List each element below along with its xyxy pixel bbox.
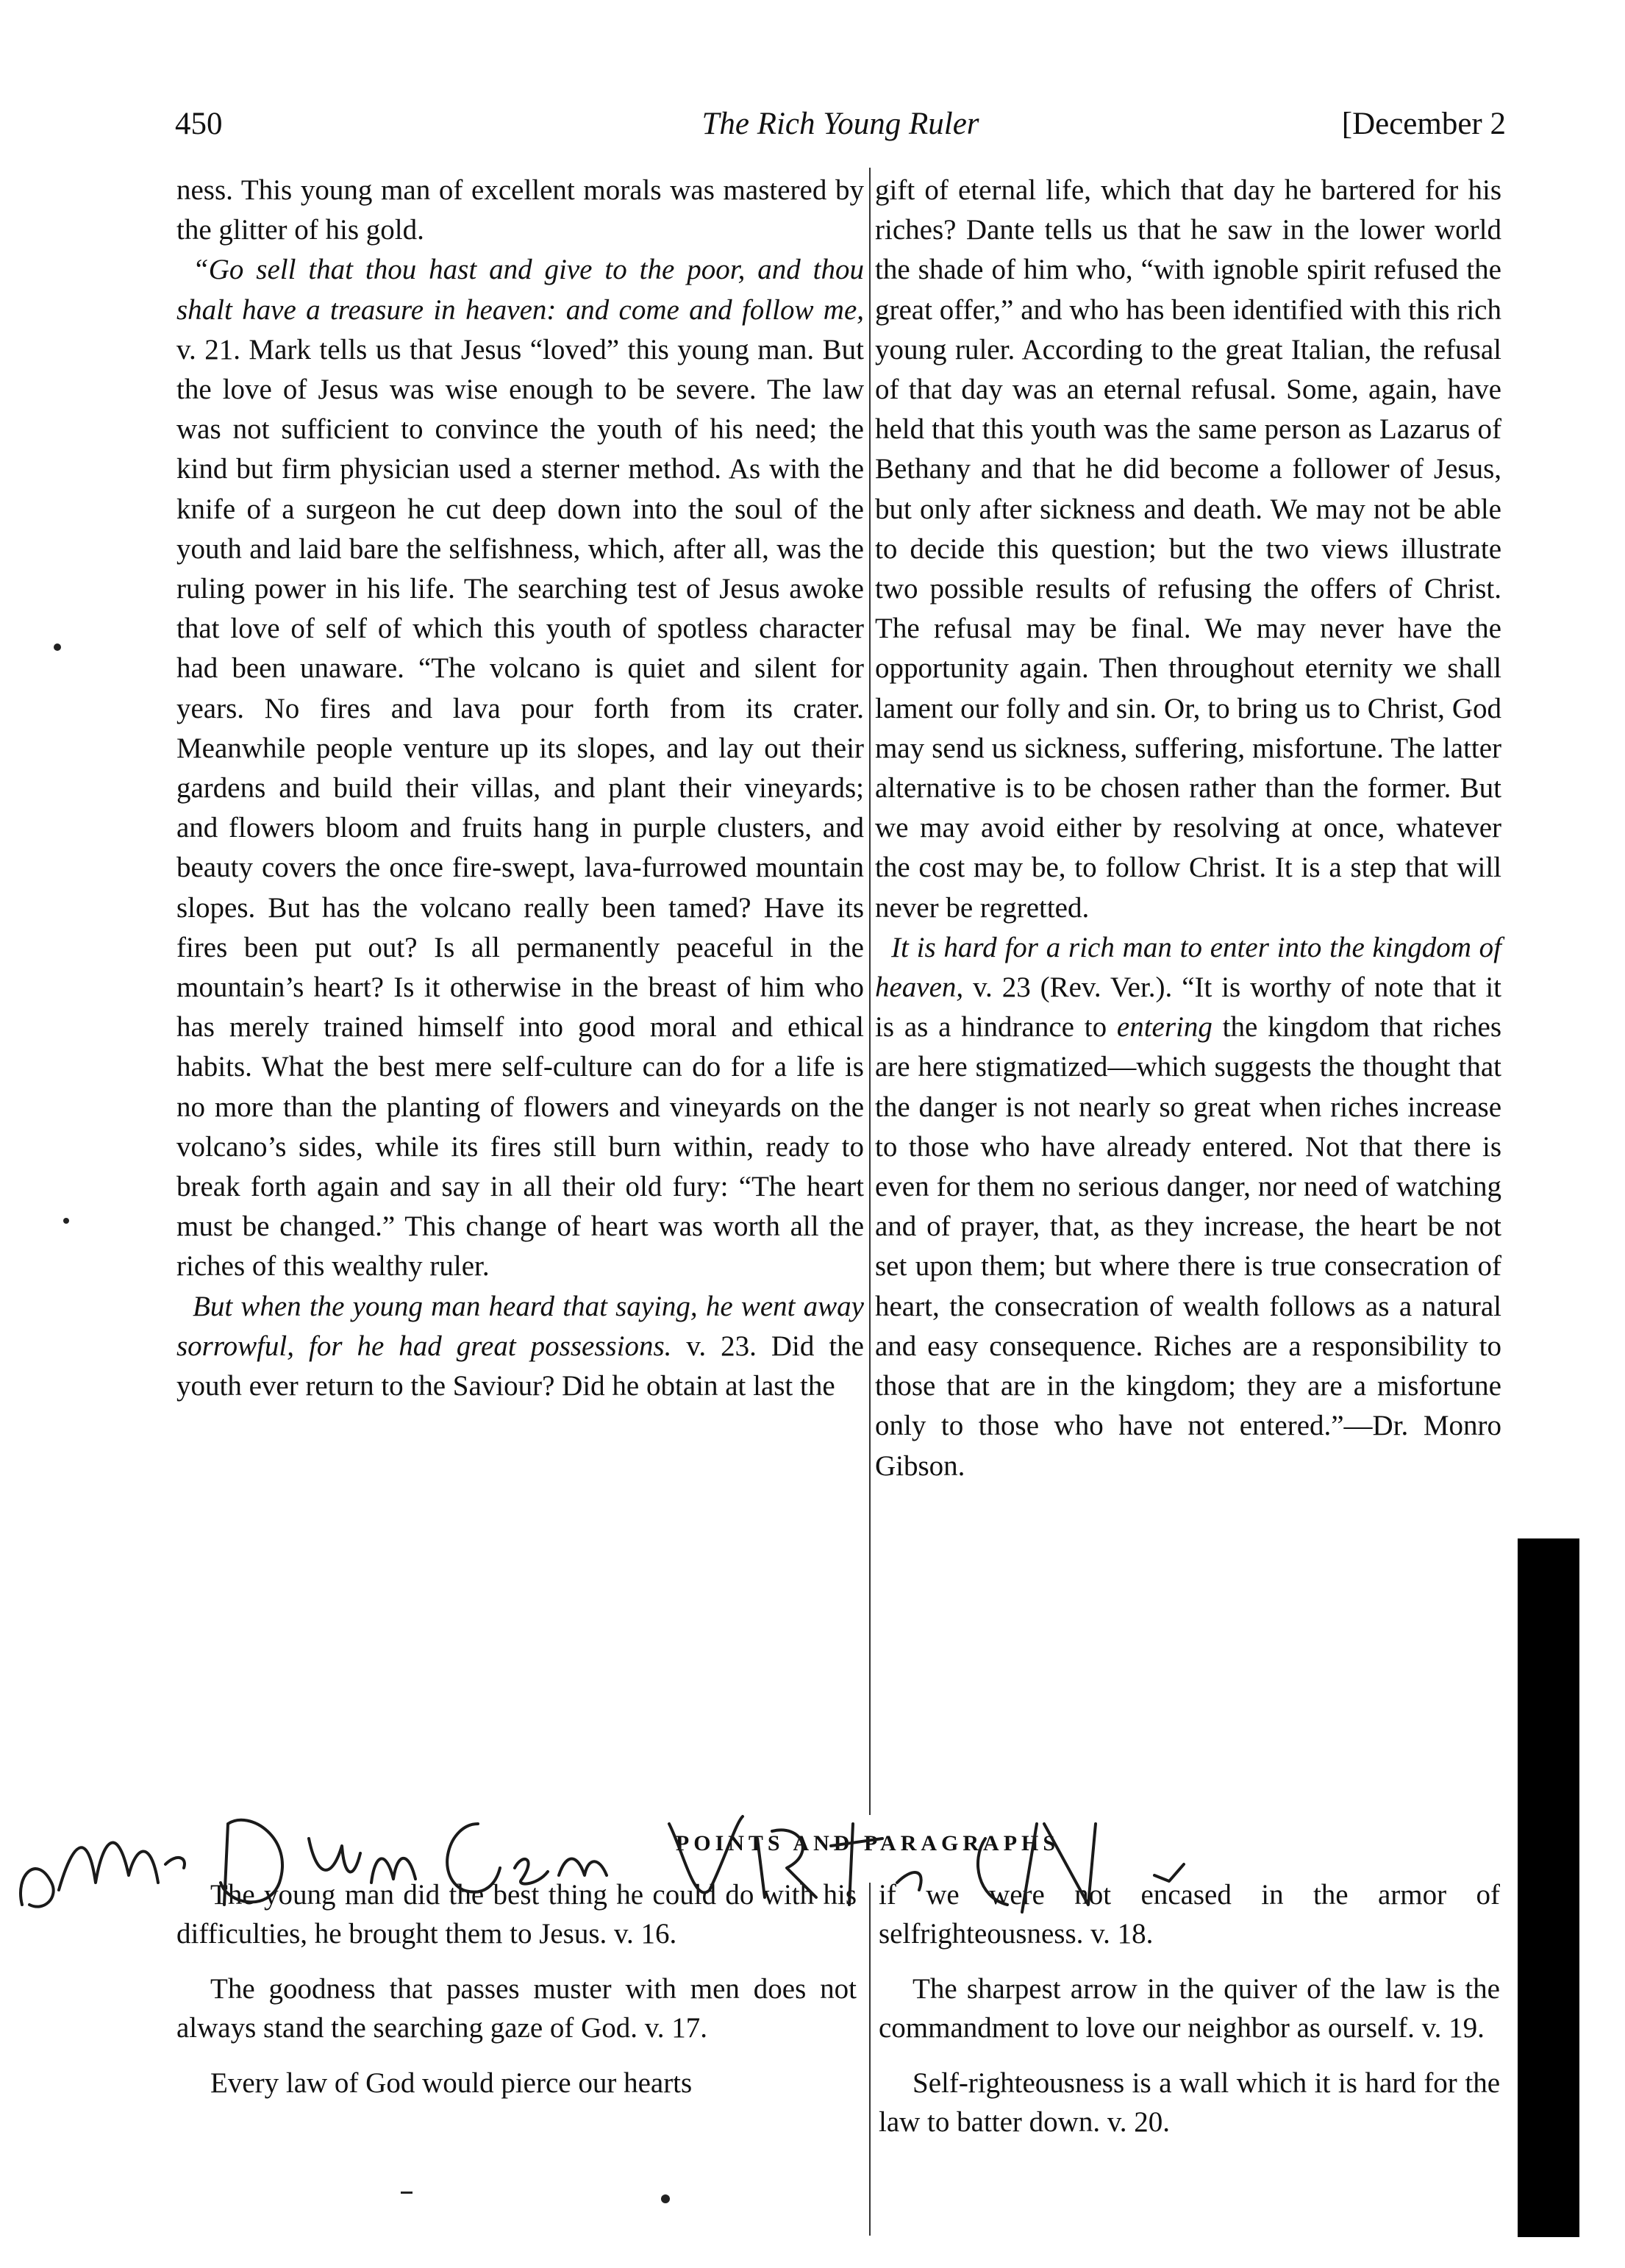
right-paragraph-2	[875, 928, 1501, 1486]
left-column	[176, 171, 864, 1824]
issue-date: [December 2	[1341, 107, 1506, 141]
point-item: if we were not encased in the armor of selfrighteousness. v. 18.	[879, 1879, 1500, 1950]
point-item: The sharpest arrow in the quiver of the law is the commandment to love our neighbor as ourself. v. 19.	[879, 1973, 1500, 2044]
commentary-text: v. 23. Did the youth ever return to the Saviour? Did he obtain at last the	[176, 1330, 864, 1402]
section-heading: POINTS AND PARAGRAPHS	[675, 1831, 1060, 1855]
running-title: The Rich Young Ruler	[701, 107, 979, 141]
left-paragraph-1: ness. This young man of excellent morals was mastered by the glitter of his gold.	[176, 174, 864, 246]
point-item: Self-righteousness is a wall which it is hard for the law to batter down. v. 20.	[879, 2067, 1500, 2138]
scan-edge-shadow	[1518, 1538, 1579, 2237]
points-left-column	[176, 1875, 857, 2119]
emphasis-word: entering	[1116, 1011, 1212, 1044]
page-header	[175, 101, 1506, 153]
right-column	[875, 171, 1501, 1824]
left-paragraph-3	[176, 1287, 864, 1407]
point-item: Every law of God would pierce our hearts	[210, 2067, 693, 2099]
column-divider-lower	[869, 1883, 871, 2236]
commentary-text: the kingdom that riches are here stigmatized—which suggests the thought that the danger is not nearly so great when riches increase to those who have already entered. Not that there is even for them no serious danger, nor need of watching and of prayer, that, as they increase, the heart be not set upon them; but where there is true consecration of heart, the consecration of wealth follows as a natural and easy consequence. Riches are a responsibility to those that are in the kingdom; they are a misfortune only to those who have not entered.”—Dr. Monro Gibson.	[875, 1011, 1501, 1482]
column-divider	[869, 168, 871, 1815]
points-right-column	[879, 1875, 1500, 2158]
page-number: 450	[175, 107, 223, 141]
left-paragraph-2	[176, 250, 864, 1286]
point-item: The goodness that passes muster with men does not always stand the searching gaze of God. v. 17.	[176, 1973, 857, 2044]
scripture-quote: But when the young man heard that saying, he went away sorrowful, for he had great possessions.	[176, 1290, 864, 1362]
point-item: The young man did the best thing he could do with his difficulties, he brought them to Jesus. v. 16.	[176, 1879, 857, 1950]
right-paragraph-1: gift of eternal life, which that day he bartered for his riches? Dante tells us that he saw in the lower world the shade of him who, “with ignoble spirit refused the great offer,” and who has been identified with this rich young ruler. According to the great Italian, the refusal of that day was an eternal refusal. Some, again, have held that this youth was the same person as Lazarus of Bethany and that he did become a follower of Jesus, but only after sickness and death. We may not be able to decide this question; but the two views illustrate two possible results of refusing the offers of Christ. The refusal may be final. We may never have the opportunity again. Then throughout eternity we shall lament our folly and sin. Or, to bring us to Christ, God may send us sickness, suffering, misfortune. The latter alternative is to be chosen rather than the former. But we may avoid either by resolving at once, whatever the cost may be, to follow Christ. It is a step that will never be regretted.	[875, 174, 1501, 924]
commentary-text: v. 21. Mark tells us that Jesus “loved” this young man. But the love of Jesus was wise enough to be severe. The law was not sufficient to convince the youth of his need; the kind but firm physician used a sterner method. As with the knife of a surgeon he cut deep down into the soul of the youth and laid bare the selfishness, which, after all, was the ruling power in his life. The searching test of Jesus awoke that love of self of which this youth of spotless character had been unaware. “The volcano is quiet and silent for years. No fires and lava pour forth from its crater. Meanwhile people venture up its slopes, and lay out their gardens and build their villas, and plant their vineyards; and flowers bloom and fruits hang in purple clusters, and beauty covers the once fire-swept, lava-furrowed mountain slopes. But has the volcano really been tamed? Have its fires been put out? Is all permanently peaceful in the mountain’s heart? Is it otherwise in the breast of him who has merely trained himself into good moral and ethical habits. What the best mere self-culture can do for a life is no more than the planting of flowers and vineyards on the volcano’s sides, while its fires still burn within, ready to break forth again and say in all their old fury: “The heart must be changed.” This change of heart was worth all the riches of this wealthy ruler.	[176, 333, 864, 1283]
scripture-quote: “Go sell that thou hast and give to the poor, and thou shalt have a treasure in heaven: and come and follow me,	[176, 254, 864, 326]
scripture-quote: It is hard for a rich man to enter into the kingdom of heaven,	[875, 931, 1501, 1004]
commentary-text: v. 23 (Rev. Ver.). “It is worthy of note that it is as a hindrance to	[875, 971, 1501, 1044]
